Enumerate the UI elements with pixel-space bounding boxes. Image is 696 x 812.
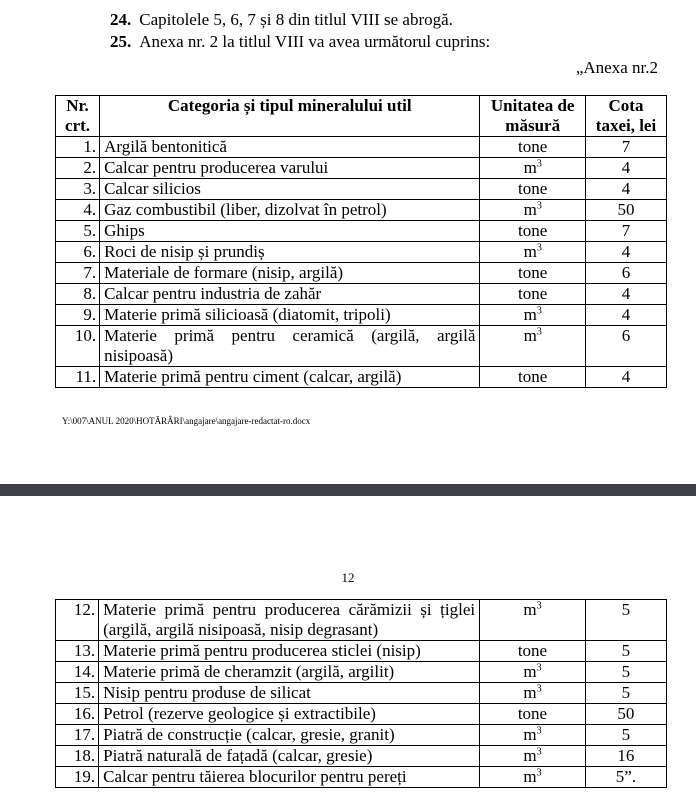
row-number: 6. (56, 242, 100, 263)
row-category: Materie primă pentru producerea sticlei (nisip) (99, 641, 480, 662)
row-tax: 50 (585, 200, 666, 221)
row-unit (480, 200, 586, 221)
row-number: 13. (56, 641, 99, 662)
row-number: 1. (56, 137, 100, 158)
table-row (56, 367, 667, 388)
row-tax: 4 (585, 179, 666, 200)
item-25-text: Anexa nr. 2 la titlul VIII va avea următorul cuprins: (139, 32, 491, 51)
row-unit (480, 179, 586, 200)
row-number: 18. (56, 746, 99, 767)
table-row (56, 704, 667, 725)
unit-text: m (523, 158, 537, 177)
row-unit (480, 263, 586, 284)
row-tax: 5 (585, 641, 666, 662)
row-unit (480, 137, 586, 158)
row-number: 5. (56, 221, 100, 242)
row-tax: 5 (585, 600, 666, 641)
page-separator (0, 484, 696, 496)
row-unit (480, 158, 586, 179)
row-number: 9. (56, 305, 100, 326)
row-number: 8. (56, 284, 100, 305)
table-row (56, 179, 667, 200)
table-row (56, 242, 667, 263)
table-row (56, 641, 667, 662)
unit-text: m (523, 305, 537, 324)
page-number: 12 (341, 570, 355, 585)
row-tax: 4 (585, 367, 666, 388)
unit-superscript: 3 (536, 158, 542, 170)
unit-text: m (523, 200, 537, 219)
row-category: Materie primă pentru producerea cărămizii și țiglei (argilă, argilă nisipoasă, nisip degrasant) (99, 600, 480, 641)
minerals-tax-table-part-1 (55, 95, 667, 388)
unit-text: tone (517, 641, 548, 660)
table-row (56, 600, 667, 641)
row-unit (480, 641, 586, 662)
unit-text: tone (518, 263, 548, 282)
unit-text: m (523, 683, 537, 702)
table-row (56, 305, 667, 326)
unit-superscript: 3 (536, 683, 542, 695)
row-tax: 4 (585, 284, 666, 305)
row-category: Piatră de construcție (calcar, gresie, granit) (99, 725, 480, 746)
item-24-number: 24. (110, 10, 132, 29)
table-row (56, 158, 667, 179)
table-row (56, 284, 667, 305)
unit-superscript: 3 (536, 725, 542, 737)
unit-text: m (523, 242, 537, 261)
item-25-number: 25. (110, 32, 132, 51)
item-25 (110, 32, 490, 52)
row-tax: 7 (585, 221, 666, 242)
unit-text: tone (518, 179, 548, 198)
row-category: Calcar pentru tăierea blocurilor pentru pereți (99, 767, 480, 788)
unit-text: m (523, 662, 537, 681)
row-number: 17. (56, 725, 99, 746)
table-row (56, 263, 667, 284)
row-category: Calcar silicios (100, 179, 480, 200)
row-tax: 6 (585, 326, 666, 367)
unit-superscript: 3 (536, 200, 542, 212)
unit-text: m (523, 767, 537, 786)
table-body-part-2 (56, 600, 667, 788)
row-unit (480, 367, 586, 388)
row-category: Materiale de formare (nisip, argilă) (100, 263, 480, 284)
unit-superscript: 3 (536, 662, 542, 674)
row-category: Materie primă pentru ciment (calcar, argilă) (100, 367, 480, 388)
unit-text: tone (518, 367, 548, 386)
row-unit (480, 725, 586, 746)
row-number: 15. (56, 683, 99, 704)
unit-superscript: 3 (536, 305, 542, 317)
unit-text: m (523, 746, 537, 765)
row-number: 12. (56, 600, 99, 641)
row-category: Materie primă silicioasă (diatomit, tripoli) (100, 305, 480, 326)
row-unit (480, 746, 586, 767)
row-category: Roci de nisip și prundiș (100, 242, 480, 263)
unit-text: m (523, 600, 537, 619)
row-category: Ghips (100, 221, 480, 242)
row-tax: 5”. (585, 767, 666, 788)
unit-text: m (523, 725, 537, 744)
row-category: Materie primă pentru ceramică (argilă, argilă nisipoasă) (100, 326, 480, 367)
row-unit (480, 242, 586, 263)
unit-superscript: 3 (536, 242, 542, 254)
row-tax: 50 (585, 704, 666, 725)
row-category: Nisip pentru produse de silicat (99, 683, 480, 704)
table-row (56, 662, 667, 683)
unit-superscript: 3 (536, 600, 542, 612)
row-number: 19. (56, 767, 99, 788)
row-tax: 5 (585, 683, 666, 704)
row-category: Argilă bentonitică (100, 137, 480, 158)
row-unit (480, 767, 586, 788)
table-row (56, 326, 667, 367)
document-page-2 (0, 496, 696, 812)
unit-text: tone (518, 137, 548, 156)
row-number: 10. (56, 326, 100, 367)
unit-superscript: 3 (536, 746, 542, 758)
row-number: 11. (56, 367, 100, 388)
row-unit (480, 600, 586, 641)
item-24-text: Capitolele 5, 6, 7 și 8 din titlul VIII se abrogă. (139, 10, 453, 29)
table-row (56, 200, 667, 221)
row-tax: 6 (585, 263, 666, 284)
item-24 (110, 10, 453, 30)
table-row (56, 683, 667, 704)
row-category: Piatră naturală de fațadă (calcar, gresie) (99, 746, 480, 767)
unit-text: tone (517, 704, 548, 723)
row-category: Petrol (rezerve geologice și extractibile) (99, 704, 480, 725)
row-unit (480, 305, 586, 326)
row-category: Gaz combustibil (liber, dizolvat în petrol) (100, 200, 480, 221)
row-unit (480, 683, 586, 704)
header-tax: Cota taxei, lei (585, 96, 666, 137)
row-category: Calcar pentru industria de zahăr (100, 284, 480, 305)
row-unit (480, 284, 586, 305)
row-number: 3. (56, 179, 100, 200)
row-tax: 16 (585, 746, 666, 767)
unit-superscript: 3 (536, 767, 542, 779)
row-number: 14. (56, 662, 99, 683)
row-number: 16. (56, 704, 99, 725)
header-category: Categoria și tipul mineralului util (100, 96, 480, 137)
row-unit (480, 704, 586, 725)
row-tax: 5 (585, 725, 666, 746)
row-tax: 4 (585, 305, 666, 326)
header-nr: Nr. crt. (56, 96, 100, 137)
row-tax: 4 (585, 158, 666, 179)
row-number: 4. (56, 200, 100, 221)
row-category: Materie primă de cheramzit (argilă, argilit) (99, 662, 480, 683)
table-header-row (56, 96, 667, 137)
footer-file-path: Y:\007\ANUL 2020\HOTĂRÂRI\angajare\angajare-redactat-ro.docx (62, 416, 311, 426)
table-body-part-1 (56, 137, 667, 388)
table-row (56, 137, 667, 158)
annex-label: „Anexa nr.2 (575, 58, 658, 77)
unit-text: m (523, 326, 537, 345)
row-tax: 7 (585, 137, 666, 158)
row-category: Calcar pentru producerea varului (100, 158, 480, 179)
row-tax: 5 (585, 662, 666, 683)
row-tax: 4 (585, 242, 666, 263)
unit-text: tone (518, 284, 548, 303)
minerals-tax-table-part-2 (55, 599, 667, 788)
table-row (56, 746, 667, 767)
row-unit (480, 326, 586, 367)
row-number: 7. (56, 263, 100, 284)
row-number: 2. (56, 158, 100, 179)
table-row (56, 725, 667, 746)
table-row (56, 221, 667, 242)
row-unit (480, 662, 586, 683)
unit-text: tone (518, 221, 548, 240)
unit-superscript: 3 (536, 326, 542, 338)
header-unit: Unitatea de măsură (480, 96, 586, 137)
table-row (56, 767, 667, 788)
row-unit (480, 221, 586, 242)
